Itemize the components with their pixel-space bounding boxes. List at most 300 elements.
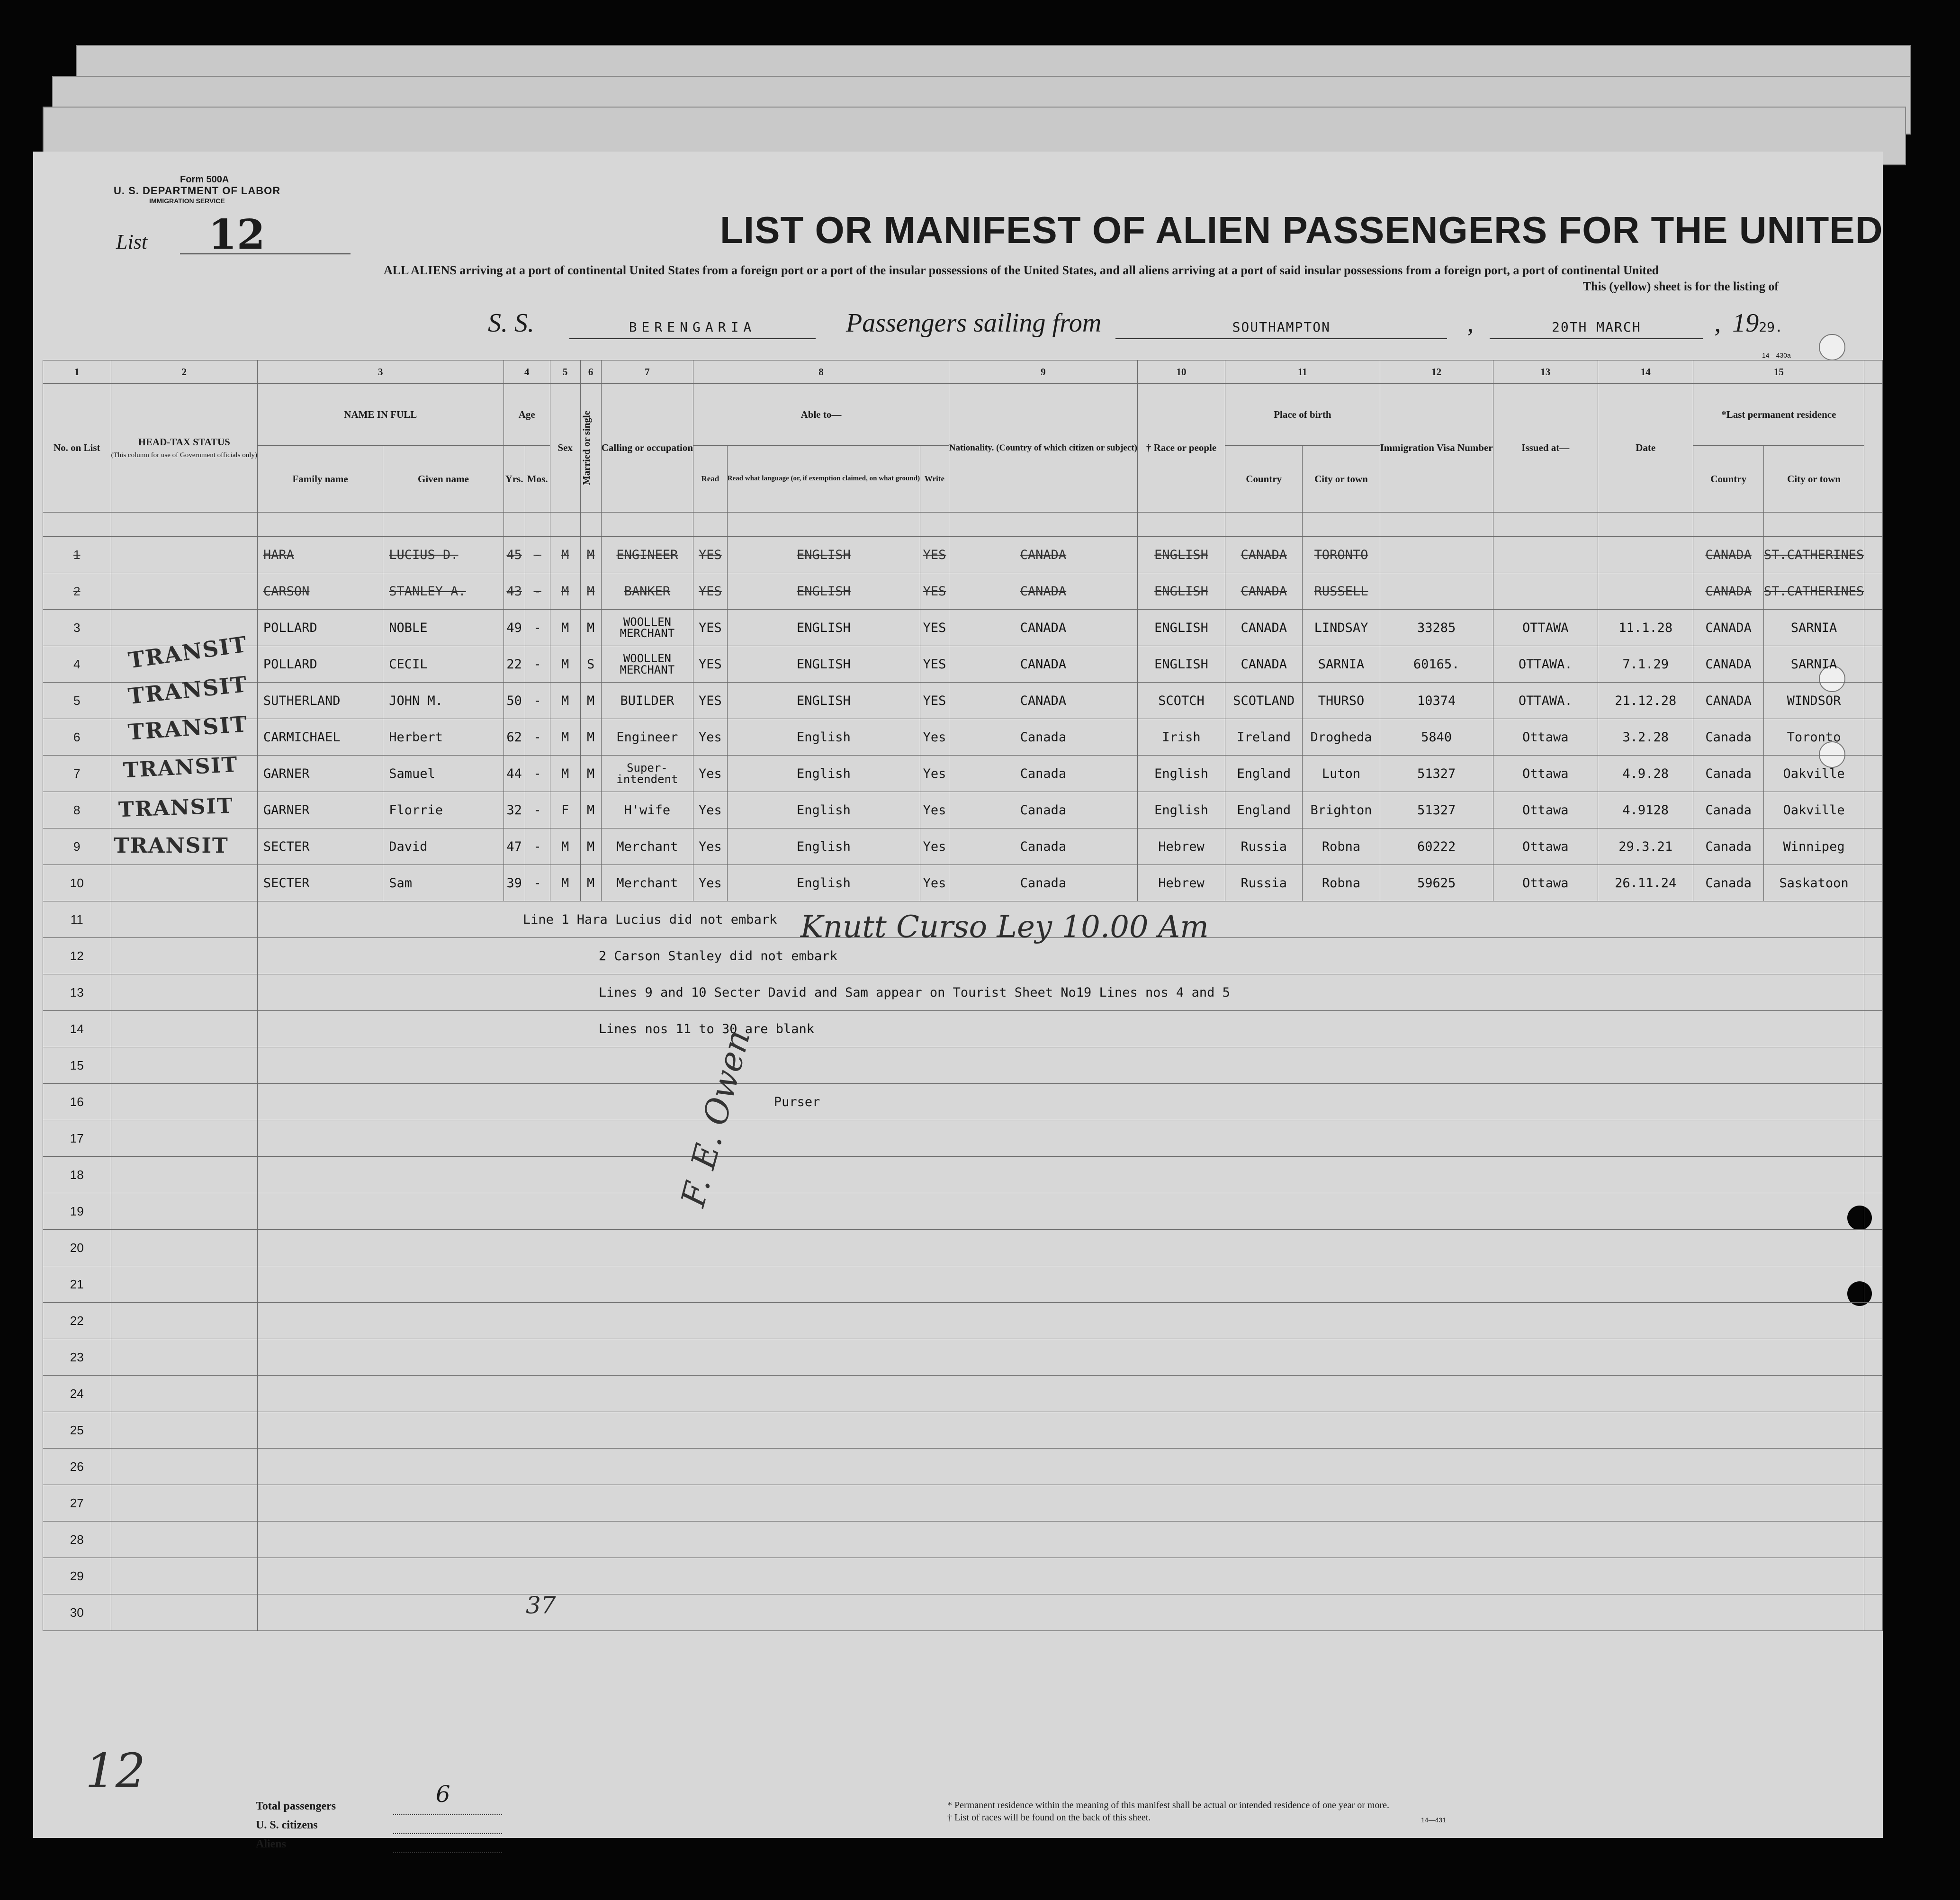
head-tax-title: HEAD-TAX STATUS <box>138 436 230 448</box>
empty-cell <box>111 1230 257 1266</box>
cell-bcity: Brighton <box>1303 792 1380 828</box>
col-number: 10 <box>1137 360 1225 384</box>
birth-country-header: Country <box>1225 446 1303 513</box>
empty-cell <box>1864 1594 1883 1631</box>
line-number: 19 <box>43 1193 111 1230</box>
cell-race: ENGLISH <box>1137 646 1225 683</box>
cell-nat: Canada <box>949 719 1137 756</box>
empty-cell <box>1864 1047 1883 1084</box>
year: 29. <box>1759 319 1783 335</box>
empty-cell <box>111 1449 257 1485</box>
cell-read: YES <box>693 610 728 646</box>
table-row <box>43 828 1883 865</box>
cell-sex: M <box>550 610 580 646</box>
line-number: 30 <box>43 1594 111 1631</box>
cell-issued: Ottawa <box>1493 756 1598 792</box>
cell-rcity: SARNIA <box>1763 610 1864 646</box>
cell-family: POLLARD <box>257 646 383 683</box>
head-tax-header <box>111 384 257 513</box>
cell-issued: Ottawa <box>1493 792 1598 828</box>
given-name-header: Given name <box>383 446 503 513</box>
note-text: Purser <box>773 1094 820 1109</box>
cell-visa: 59625 <box>1380 865 1493 901</box>
empty-cell <box>1864 1193 1883 1230</box>
cell-rcountry: CANADA <box>1693 573 1763 610</box>
cell-lang: English <box>727 865 920 901</box>
empty-cell <box>257 1157 1864 1193</box>
port-name: SOUTHAMPTON <box>1232 319 1331 335</box>
cell-bcity: THURSO <box>1303 683 1380 719</box>
table-row <box>43 1303 1883 1339</box>
empty-cell <box>257 1230 1864 1266</box>
last-residence-header: *Last permanent residence <box>1693 384 1864 446</box>
cell-rcountry: Canada <box>1693 719 1763 756</box>
cell-bcountry: CANADA <box>1225 646 1303 683</box>
cell-n: 2 <box>43 573 111 610</box>
cell-race: ENGLISH <box>1137 610 1225 646</box>
empty-cell <box>111 1485 257 1522</box>
residence-city-header: City or town <box>1763 446 1864 513</box>
note-text: Lines nos 11 to 30 are blank <box>598 1021 815 1036</box>
empty-cell <box>111 1303 257 1339</box>
cell-sex: M <box>550 683 580 719</box>
empty-cell <box>1864 573 1883 610</box>
cell-ms: M <box>580 792 601 828</box>
cell-calling: ENGINEER <box>601 537 693 573</box>
empty-cell <box>1864 901 1883 938</box>
cell-yrs: 62 <box>503 719 525 756</box>
line-number: 29 <box>43 1558 111 1594</box>
note-text: Line 1 Hara Lucius did not embark <box>522 912 777 927</box>
footnote-races: † List of races will be found on the back of this sheet. <box>947 1812 1151 1823</box>
cell-n: 4 <box>43 646 111 683</box>
cell-rcountry: Canada <box>1693 865 1763 901</box>
cell-ms: M <box>580 537 601 573</box>
ship-name-field <box>569 308 816 339</box>
cell-n: 6 <box>43 719 111 756</box>
cell-bcity: SARNIA <box>1303 646 1380 683</box>
top-form-code: 14—430a <box>1762 351 1791 359</box>
cell-given: LUCIUS D. <box>383 537 503 573</box>
list-underline <box>180 253 351 254</box>
empty-cell <box>1864 1558 1883 1594</box>
cell-date: 26.11.24 <box>1598 865 1693 901</box>
empty-cell <box>257 1522 1864 1558</box>
cell-visa <box>1380 573 1493 610</box>
col-number: 12 <box>1380 360 1493 384</box>
transit-stamp: TRANSIT <box>127 711 249 745</box>
col-number: 9 <box>949 360 1137 384</box>
empty-cell <box>1864 828 1883 865</box>
list-label: List <box>116 230 148 253</box>
cell-ms: M <box>580 828 601 865</box>
cell-read: Yes <box>693 792 728 828</box>
line-number: 18 <box>43 1157 111 1193</box>
line-number: 22 <box>43 1303 111 1339</box>
empty-cell <box>1864 1522 1883 1558</box>
cell-date: 4.9128 <box>1598 792 1693 828</box>
empty-cell <box>111 1412 257 1449</box>
cell-date <box>1598 573 1693 610</box>
table-row <box>43 719 1883 756</box>
cell-given: Florrie <box>383 792 503 828</box>
cell-issued: Ottawa <box>1493 719 1598 756</box>
cell-family: HARA <box>257 537 383 573</box>
column-number-row <box>43 360 1883 384</box>
manifest-note <box>257 974 1864 1011</box>
handwritten-annotation: Knutt Curso Ley 10.00 Am <box>800 909 1209 945</box>
cell-write: YES <box>920 573 949 610</box>
table-row <box>43 1266 1883 1303</box>
cell-n: 8 <box>43 792 111 828</box>
cell-given: NOBLE <box>383 610 503 646</box>
yrs-header: Yrs. <box>503 446 525 513</box>
cell-given: David <box>383 828 503 865</box>
cell-n: 10 <box>43 865 111 901</box>
empty-cell <box>1864 683 1883 719</box>
cell-bcity: TORONTO <box>1303 537 1380 573</box>
table-row <box>43 1339 1883 1376</box>
write-header: Write <box>920 446 949 513</box>
cell-nat: Canada <box>949 756 1137 792</box>
transit-stamp: TRANSIT <box>122 752 239 783</box>
year-prefix: 19 <box>1732 308 1759 338</box>
cell-lang: ENGLISH <box>727 610 920 646</box>
cell-mos: - <box>525 537 550 573</box>
cell-date: 7.1.29 <box>1598 646 1693 683</box>
sex-header: Sex <box>550 384 580 513</box>
cell-race: ENGLISH <box>1137 537 1225 573</box>
cell-nat: CANADA <box>949 610 1137 646</box>
manifest-body <box>43 513 1883 1631</box>
table-row <box>43 1047 1883 1084</box>
empty-cell <box>1864 1230 1883 1266</box>
transit-stamp: TRANSIT <box>126 671 249 710</box>
col-number: 11 <box>1225 360 1380 384</box>
cell-mos: - <box>525 573 550 610</box>
cell-rcity: Saskatoon <box>1763 865 1864 901</box>
nationality-header: Nationality. (Country of which citizen or subject) <box>949 384 1137 513</box>
line-number: 25 <box>43 1412 111 1449</box>
empty-cell <box>1864 646 1883 683</box>
cell-nat: CANADA <box>949 646 1137 683</box>
cell-date: 4.9.28 <box>1598 756 1693 792</box>
cell-bcity: LINDSAY <box>1303 610 1380 646</box>
calling-header: Calling or occupation <box>601 384 693 513</box>
cell-write: Yes <box>920 792 949 828</box>
table-row <box>43 537 1883 573</box>
family-name-header: Family name <box>257 446 383 513</box>
empty-cell <box>1864 1412 1883 1449</box>
able-to-header: Able to— <box>693 384 949 446</box>
cell-rcity: Toronto <box>1763 719 1864 756</box>
col-number: 3 <box>257 360 503 384</box>
table-row <box>43 646 1883 683</box>
col-number: 8 <box>693 360 949 384</box>
cell-mos: - <box>525 646 550 683</box>
table-row <box>43 1120 1883 1157</box>
cell-write: YES <box>920 683 949 719</box>
line-number: 21 <box>43 1266 111 1303</box>
cell-yrs: 32 <box>503 792 525 828</box>
ship-name: BERENGARIA <box>629 319 756 335</box>
cell-bcountry: England <box>1225 792 1303 828</box>
head-tax-note: (This column for use of Government officials only) <box>111 451 257 459</box>
empty-cell <box>257 1449 1864 1485</box>
line-number: 26 <box>43 1449 111 1485</box>
cell-rcountry: Canada <box>1693 828 1763 865</box>
empty-cell <box>1864 792 1883 828</box>
cell-sex: M <box>550 537 580 573</box>
cell-date <box>1598 537 1693 573</box>
cell-race: Irish <box>1137 719 1225 756</box>
aliens-line <box>393 1852 502 1853</box>
empty-cell <box>111 1193 257 1230</box>
margin-list-number: 12 <box>85 1743 146 1799</box>
table-row <box>43 1558 1883 1594</box>
table-row <box>43 1522 1883 1558</box>
table-row <box>43 1084 1883 1120</box>
cell-write: Yes <box>920 719 949 756</box>
empty-cell <box>1864 1376 1883 1412</box>
spacer-row <box>43 513 1883 537</box>
cell-rcountry: CANADA <box>1693 683 1763 719</box>
empty-cell <box>1864 719 1883 756</box>
cell-family: SECTER <box>257 865 383 901</box>
table-row <box>43 792 1883 828</box>
cell-read: Yes <box>693 719 728 756</box>
cell-rcity: ST.CATHERINES <box>1763 573 1864 610</box>
cell-family: GARNER <box>257 756 383 792</box>
cell-rcountry: Canada <box>1693 792 1763 828</box>
cell-mos: - <box>525 683 550 719</box>
cell-given: Herbert <box>383 719 503 756</box>
cell-issued: Ottawa <box>1493 828 1598 865</box>
empty-cell <box>111 1011 257 1047</box>
cell-visa: 60165. <box>1380 646 1493 683</box>
table-row <box>43 573 1883 610</box>
line-number: 11 <box>43 901 111 938</box>
line-number: 13 <box>43 974 111 1011</box>
cell-nat: Canada <box>949 792 1137 828</box>
cell-calling: Super-intendent <box>601 756 693 792</box>
line-number: 15 <box>43 1047 111 1084</box>
voyage-line: S. S. BERENGARIA Passengers sailing from SOUTHAMPTON , 20TH MARCH , 1929. <box>488 308 1783 339</box>
cell-lang: ENGLISH <box>727 537 920 573</box>
cell-given: CECIL <box>383 646 503 683</box>
cell-lang: English <box>727 719 920 756</box>
cell-lang: English <box>727 756 920 792</box>
cell-mos: - <box>525 865 550 901</box>
sailing-date: 20TH MARCH <box>1551 319 1641 335</box>
place-of-birth-header: Place of birth <box>1225 384 1380 446</box>
date-header: Date <box>1598 384 1693 513</box>
cell-ms: M <box>580 610 601 646</box>
cell-lang: English <box>727 828 920 865</box>
cell-write: YES <box>920 537 949 573</box>
col-number: 5 <box>550 360 580 384</box>
cell-ms: M <box>580 756 601 792</box>
table-row <box>43 865 1883 901</box>
citizens-line <box>393 1833 502 1834</box>
cell-family: SECTER <box>257 828 383 865</box>
cell-rcity: Winnipeg <box>1763 828 1864 865</box>
cell-bcountry: CANADA <box>1225 537 1303 573</box>
empty-cell <box>1864 756 1883 792</box>
cell-read: YES <box>693 573 728 610</box>
cell-n: 9 <box>43 828 111 865</box>
empty-cell <box>257 1594 1864 1631</box>
transit-stamp: TRANSIT <box>118 793 234 822</box>
cell-rcity: WINDSOR <box>1763 683 1864 719</box>
cell-yrs: 47 <box>503 828 525 865</box>
cell-lang: ENGLISH <box>727 646 920 683</box>
date-field <box>1490 308 1703 339</box>
empty-cell <box>111 1522 257 1558</box>
form-number: Form 500A <box>180 174 229 185</box>
married-header <box>580 384 601 513</box>
cell-sex: M <box>550 828 580 865</box>
col-number: 15 <box>1693 360 1864 384</box>
age-header: Age <box>503 384 550 446</box>
line-number: 28 <box>43 1522 111 1558</box>
empty-cell <box>1864 1485 1883 1522</box>
form-code: 14—431 <box>1421 1816 1446 1824</box>
cell-date: 3.2.28 <box>1598 719 1693 756</box>
cell-read: YES <box>693 537 728 573</box>
line-number: 14 <box>43 1011 111 1047</box>
table-row <box>43 1376 1883 1412</box>
cell-nat: CANADA <box>949 537 1137 573</box>
table-row <box>43 1230 1883 1266</box>
cell-family: POLLARD <box>257 610 383 646</box>
cell-visa: 60222 <box>1380 828 1493 865</box>
cell-ms: M <box>580 865 601 901</box>
empty-cell <box>111 573 257 610</box>
cell-n: 5 <box>43 683 111 719</box>
empty-cell <box>111 974 257 1011</box>
cell-rcountry: Canada <box>1693 756 1763 792</box>
purser-signature: F. E. Owen <box>673 1026 758 1211</box>
cell-nat: Canada <box>949 828 1137 865</box>
empty-cell <box>257 1120 1864 1157</box>
table-row <box>43 610 1883 646</box>
empty-cell <box>257 1412 1864 1449</box>
residence-country-header: Country <box>1693 446 1763 513</box>
cell-nat: CANADA <box>949 573 1137 610</box>
cell-ms: M <box>580 683 601 719</box>
cell-calling: Engineer <box>601 719 693 756</box>
empty-cell <box>1864 1011 1883 1047</box>
empty-cell <box>1864 537 1883 573</box>
empty-cell <box>257 1193 1864 1230</box>
cell-mos: - <box>525 828 550 865</box>
cell-read: YES <box>693 646 728 683</box>
cell-visa <box>1380 537 1493 573</box>
empty-cell <box>111 537 257 573</box>
manifest-table <box>43 360 1883 1631</box>
list-number: 12 <box>208 211 265 259</box>
manifest-page <box>33 152 1883 1850</box>
cell-bcountry: England <box>1225 756 1303 792</box>
cell-write: YES <box>920 646 949 683</box>
empty-cell <box>257 1266 1864 1303</box>
cell-issued: OTTAWA. <box>1493 683 1598 719</box>
cell-calling: Merchant <box>601 828 693 865</box>
empty-cell <box>111 1376 257 1412</box>
transit-stamp: TRANSIT <box>114 834 229 858</box>
cell-issued <box>1493 537 1598 573</box>
cell-bcountry: Russia <box>1225 865 1303 901</box>
no-on-list-header: No. on List <box>43 384 111 513</box>
empty-cell <box>257 1485 1864 1522</box>
empty-cell <box>257 1339 1864 1376</box>
cell-family: SUTHERLAND <box>257 683 383 719</box>
cell-ms: S <box>580 646 601 683</box>
col-number: 13 <box>1493 360 1598 384</box>
note-text: 2 Carson Stanley did not embark <box>598 948 837 964</box>
table-row <box>43 974 1883 1011</box>
cell-given: JOHN M. <box>383 683 503 719</box>
punch-hole <box>1819 334 1845 360</box>
total-passengers-label: Total passengers <box>256 1800 336 1812</box>
empty-cell <box>1864 1449 1883 1485</box>
cell-visa: 51327 <box>1380 756 1493 792</box>
cell-calling: WOOLLEN MERCHANT <box>601 610 693 646</box>
cell-issued <box>1493 573 1598 610</box>
empty-cell <box>1864 1084 1883 1120</box>
empty-cell <box>111 1558 257 1594</box>
cell-visa: 10374 <box>1380 683 1493 719</box>
read-header: Read <box>693 446 728 513</box>
cell-ms: M <box>580 719 601 756</box>
cell-write: Yes <box>920 828 949 865</box>
cell-race: Hebrew <box>1137 828 1225 865</box>
empty-cell <box>111 865 257 901</box>
empty-cell <box>111 901 257 938</box>
page-title: LIST OR MANIFEST OF ALIEN PASSENGERS FOR THE UNITED <box>720 209 1883 251</box>
cell-mos: - <box>525 719 550 756</box>
line-number: 20 <box>43 1230 111 1266</box>
empty-cell <box>257 1047 1864 1084</box>
cell-visa: 51327 <box>1380 792 1493 828</box>
margin-cell <box>1864 384 1883 513</box>
empty-cell <box>111 938 257 974</box>
table-row <box>43 683 1883 719</box>
cell-yrs: 45 <box>503 537 525 573</box>
cell-read: Yes <box>693 865 728 901</box>
cell-bcity: Robna <box>1303 865 1380 901</box>
cell-family: GARNER <box>257 792 383 828</box>
cell-bcountry: Ireland <box>1225 719 1303 756</box>
cell-rcity: Oakville <box>1763 756 1864 792</box>
line-number: 17 <box>43 1120 111 1157</box>
footnote-residence: * Permanent residence within the meaning of this manifest shall be actual or intended residence of one year or more. <box>947 1800 1390 1810</box>
visa-header: Immigration Visa Number <box>1380 384 1493 513</box>
cell-bcountry: Russia <box>1225 828 1303 865</box>
cell-yrs: 44 <box>503 756 525 792</box>
table-row <box>43 1193 1883 1230</box>
table-row <box>43 1157 1883 1193</box>
cell-rcity: Oakville <box>1763 792 1864 828</box>
cell-given: Samuel <box>383 756 503 792</box>
cell-n: 3 <box>43 610 111 646</box>
cell-visa: 5840 <box>1380 719 1493 756</box>
cell-date: 11.1.28 <box>1598 610 1693 646</box>
cell-bcountry: CANADA <box>1225 573 1303 610</box>
cell-bcity: Robna <box>1303 828 1380 865</box>
mos-header: Mos. <box>525 446 550 513</box>
